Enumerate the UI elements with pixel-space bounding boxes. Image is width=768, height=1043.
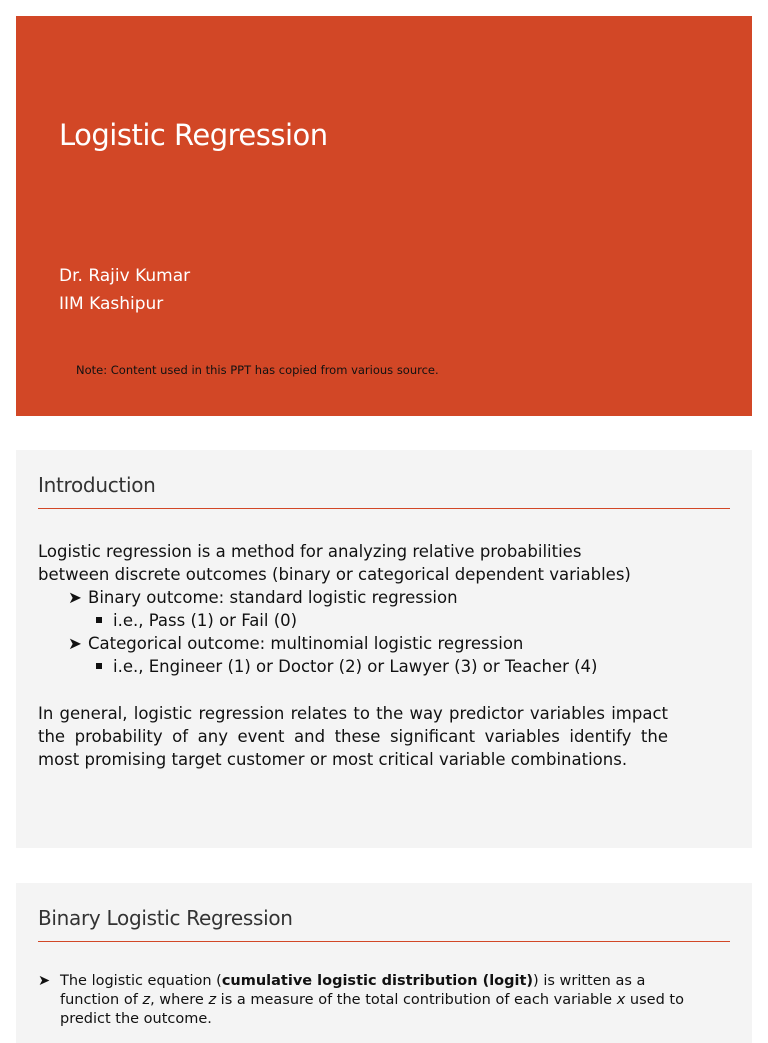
list-item bbox=[38, 972, 698, 1029]
arrow-bullet-icon: ➤ bbox=[68, 634, 82, 653]
intro-paragraph bbox=[38, 540, 668, 678]
variable-z: z bbox=[208, 992, 217, 1008]
sub-list-item bbox=[38, 655, 668, 678]
presentation-title: Logistic Regression bbox=[59, 118, 328, 152]
sub-list-item-label: i.e., Pass (1) or Fail (0) bbox=[113, 611, 298, 630]
general-paragraph: In general, logistic regression relates to the way predictor variables impact the probability of any event and these significant variables identify the most promising target customer or most critical variable combinations. bbox=[38, 704, 668, 769]
author-block bbox=[59, 262, 190, 318]
bullet-list bbox=[38, 972, 698, 1029]
square-bullet-icon bbox=[96, 663, 102, 669]
square-bullet-icon bbox=[96, 617, 102, 623]
source-note: Note: Content used in this PPT has copied from various source. bbox=[76, 363, 439, 377]
title-slide bbox=[16, 16, 752, 416]
list-item-label: Categorical outcome: multinomial logistic regression bbox=[88, 634, 524, 653]
intro-line: Logistic regression is a method for analyzing relative probabilities bbox=[38, 542, 582, 561]
text-run: ) is written as a function of bbox=[60, 973, 646, 1008]
text-run: is a measure of the total contribution of each variable bbox=[216, 992, 617, 1008]
sub-list-item-label: i.e., Engineer (1) or Doctor (2) or Lawyer (3) or Teacher (4) bbox=[113, 657, 598, 676]
slide-heading: Introduction bbox=[38, 473, 156, 497]
text-run: , where bbox=[150, 992, 209, 1008]
author-name: Dr. Rajiv Kumar bbox=[59, 266, 191, 286]
slide-heading: Binary Logistic Regression bbox=[38, 906, 293, 930]
heading-divider bbox=[38, 508, 730, 509]
list-item bbox=[38, 632, 668, 655]
introduction-slide bbox=[16, 450, 752, 848]
binary-logistic-slide bbox=[16, 883, 752, 1043]
heading-divider bbox=[38, 941, 730, 942]
arrow-bullet-icon: ➤ bbox=[38, 973, 51, 989]
arrow-bullet-icon: ➤ bbox=[68, 588, 82, 607]
list-item bbox=[38, 586, 668, 609]
sub-list-item bbox=[38, 609, 668, 632]
list-item-label: Binary outcome: standard logistic regression bbox=[88, 588, 458, 607]
bold-term: cumulative logistic distribution (logit) bbox=[221, 973, 534, 989]
intro-line: between discrete outcomes (binary or categorical dependent variables) bbox=[38, 565, 631, 584]
author-affiliation: IIM Kashipur bbox=[59, 294, 164, 314]
variable-z: z bbox=[142, 992, 151, 1008]
variable-x: x bbox=[616, 992, 626, 1008]
text-run: The logistic equation ( bbox=[60, 973, 222, 989]
text-run: used to predict the outcome. bbox=[60, 992, 684, 1027]
